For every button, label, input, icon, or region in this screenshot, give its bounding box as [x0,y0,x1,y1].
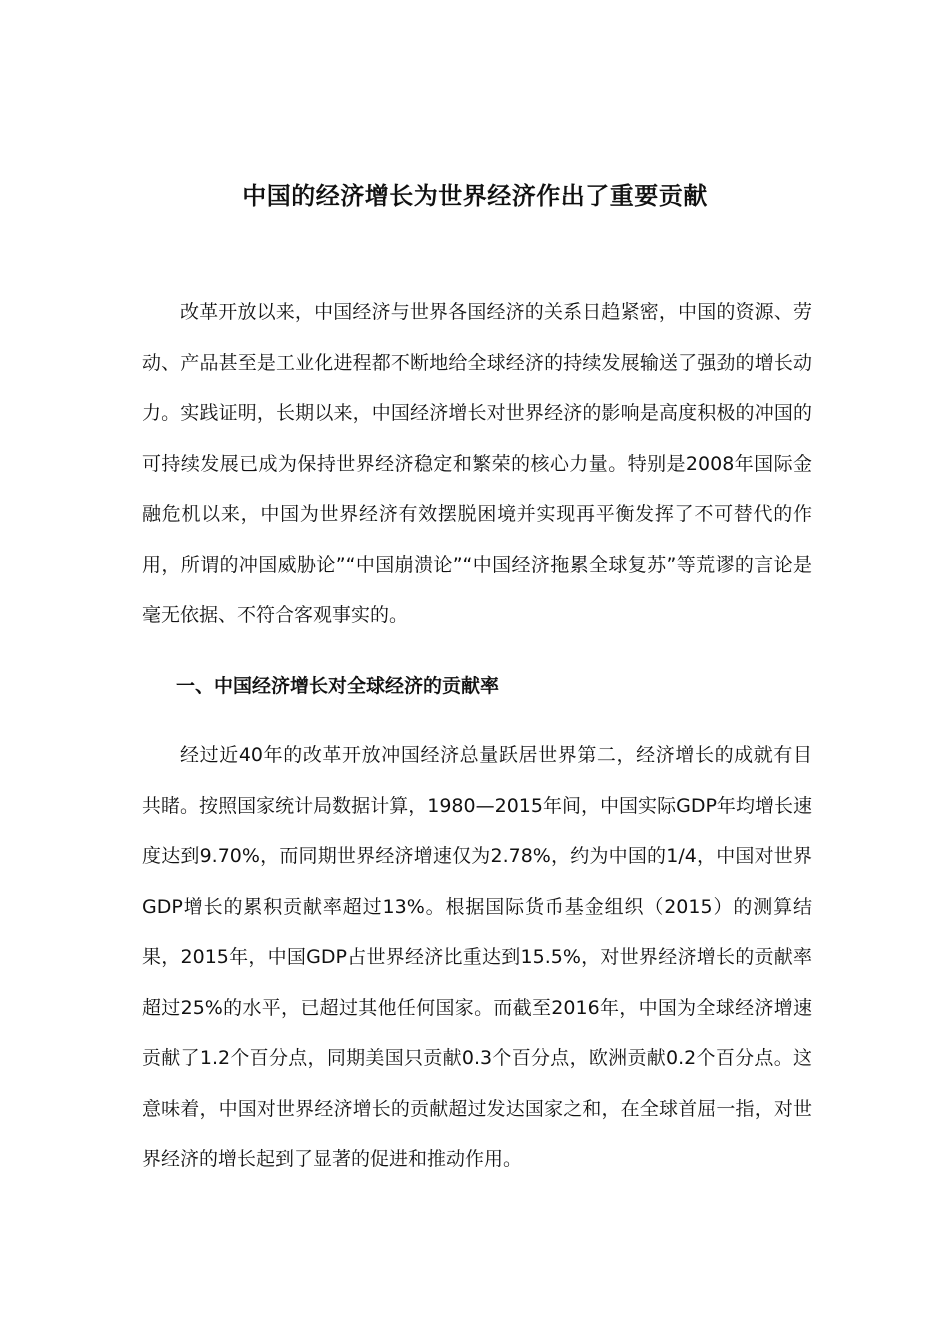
body-paragraph-2: 经过近40年的改革开放冲国经济总量跃居世界第二，经济增长的成就有目共睹。按照国家统计局数据计算，1980—2015年间，中国实际GDP年均增长速度达到9.70%，而同期世界经济增速仅为2.78%，约为中国的1/4，中国对世界GDP增长的累积贡献率超过13%。根据国际货币基金组织（2015）的测算结果，2015年，中国GDP占世界经济比重达到15.5%，对世界经济增长的贡献率超过25%的水平，已超过其他任何国家。而截至2016年，中国为全球经济增速贡献了1.2个百分点，同期美国只贡献0.3个百分点，欧洲贡献0.2个百分点。这意味着，中国对世界经济增长的贡献超过发达国家之和，在全球首屈一指，对世界经济的增长起到了显著的促进和推动作用。 [142,744,812,1170]
section-heading-1: 一、中国经济增长对全球经济的贡献率 [176,675,500,697]
body-paragraph-1: 改革开放以来，中国经济与世界各国经济的关系日趋紧密，中国的资源、劳动、产品甚至是工业化进程都不断地给全球经济的持续发展输送了强劲的增长动力。实践证明，长期以来，中国经济增长对世界经济的影响是高度积极的冲国的可持续发展已成为保持世界经济稳定和繁荣的核心力量。特别是2008年国际金融危机以来，中国为世界经济有效摆脱困境并实现再平衡发挥了不可替代的作用，所谓的冲国威胁论”“中国崩溃论”“中国经济拖累全球复苏”等荒谬的言论是毫无依据、不符合客观事实的。 [142,301,812,626]
document-title: 中国的经济增长为世界经济作出了重要贡献 [242,182,708,210]
